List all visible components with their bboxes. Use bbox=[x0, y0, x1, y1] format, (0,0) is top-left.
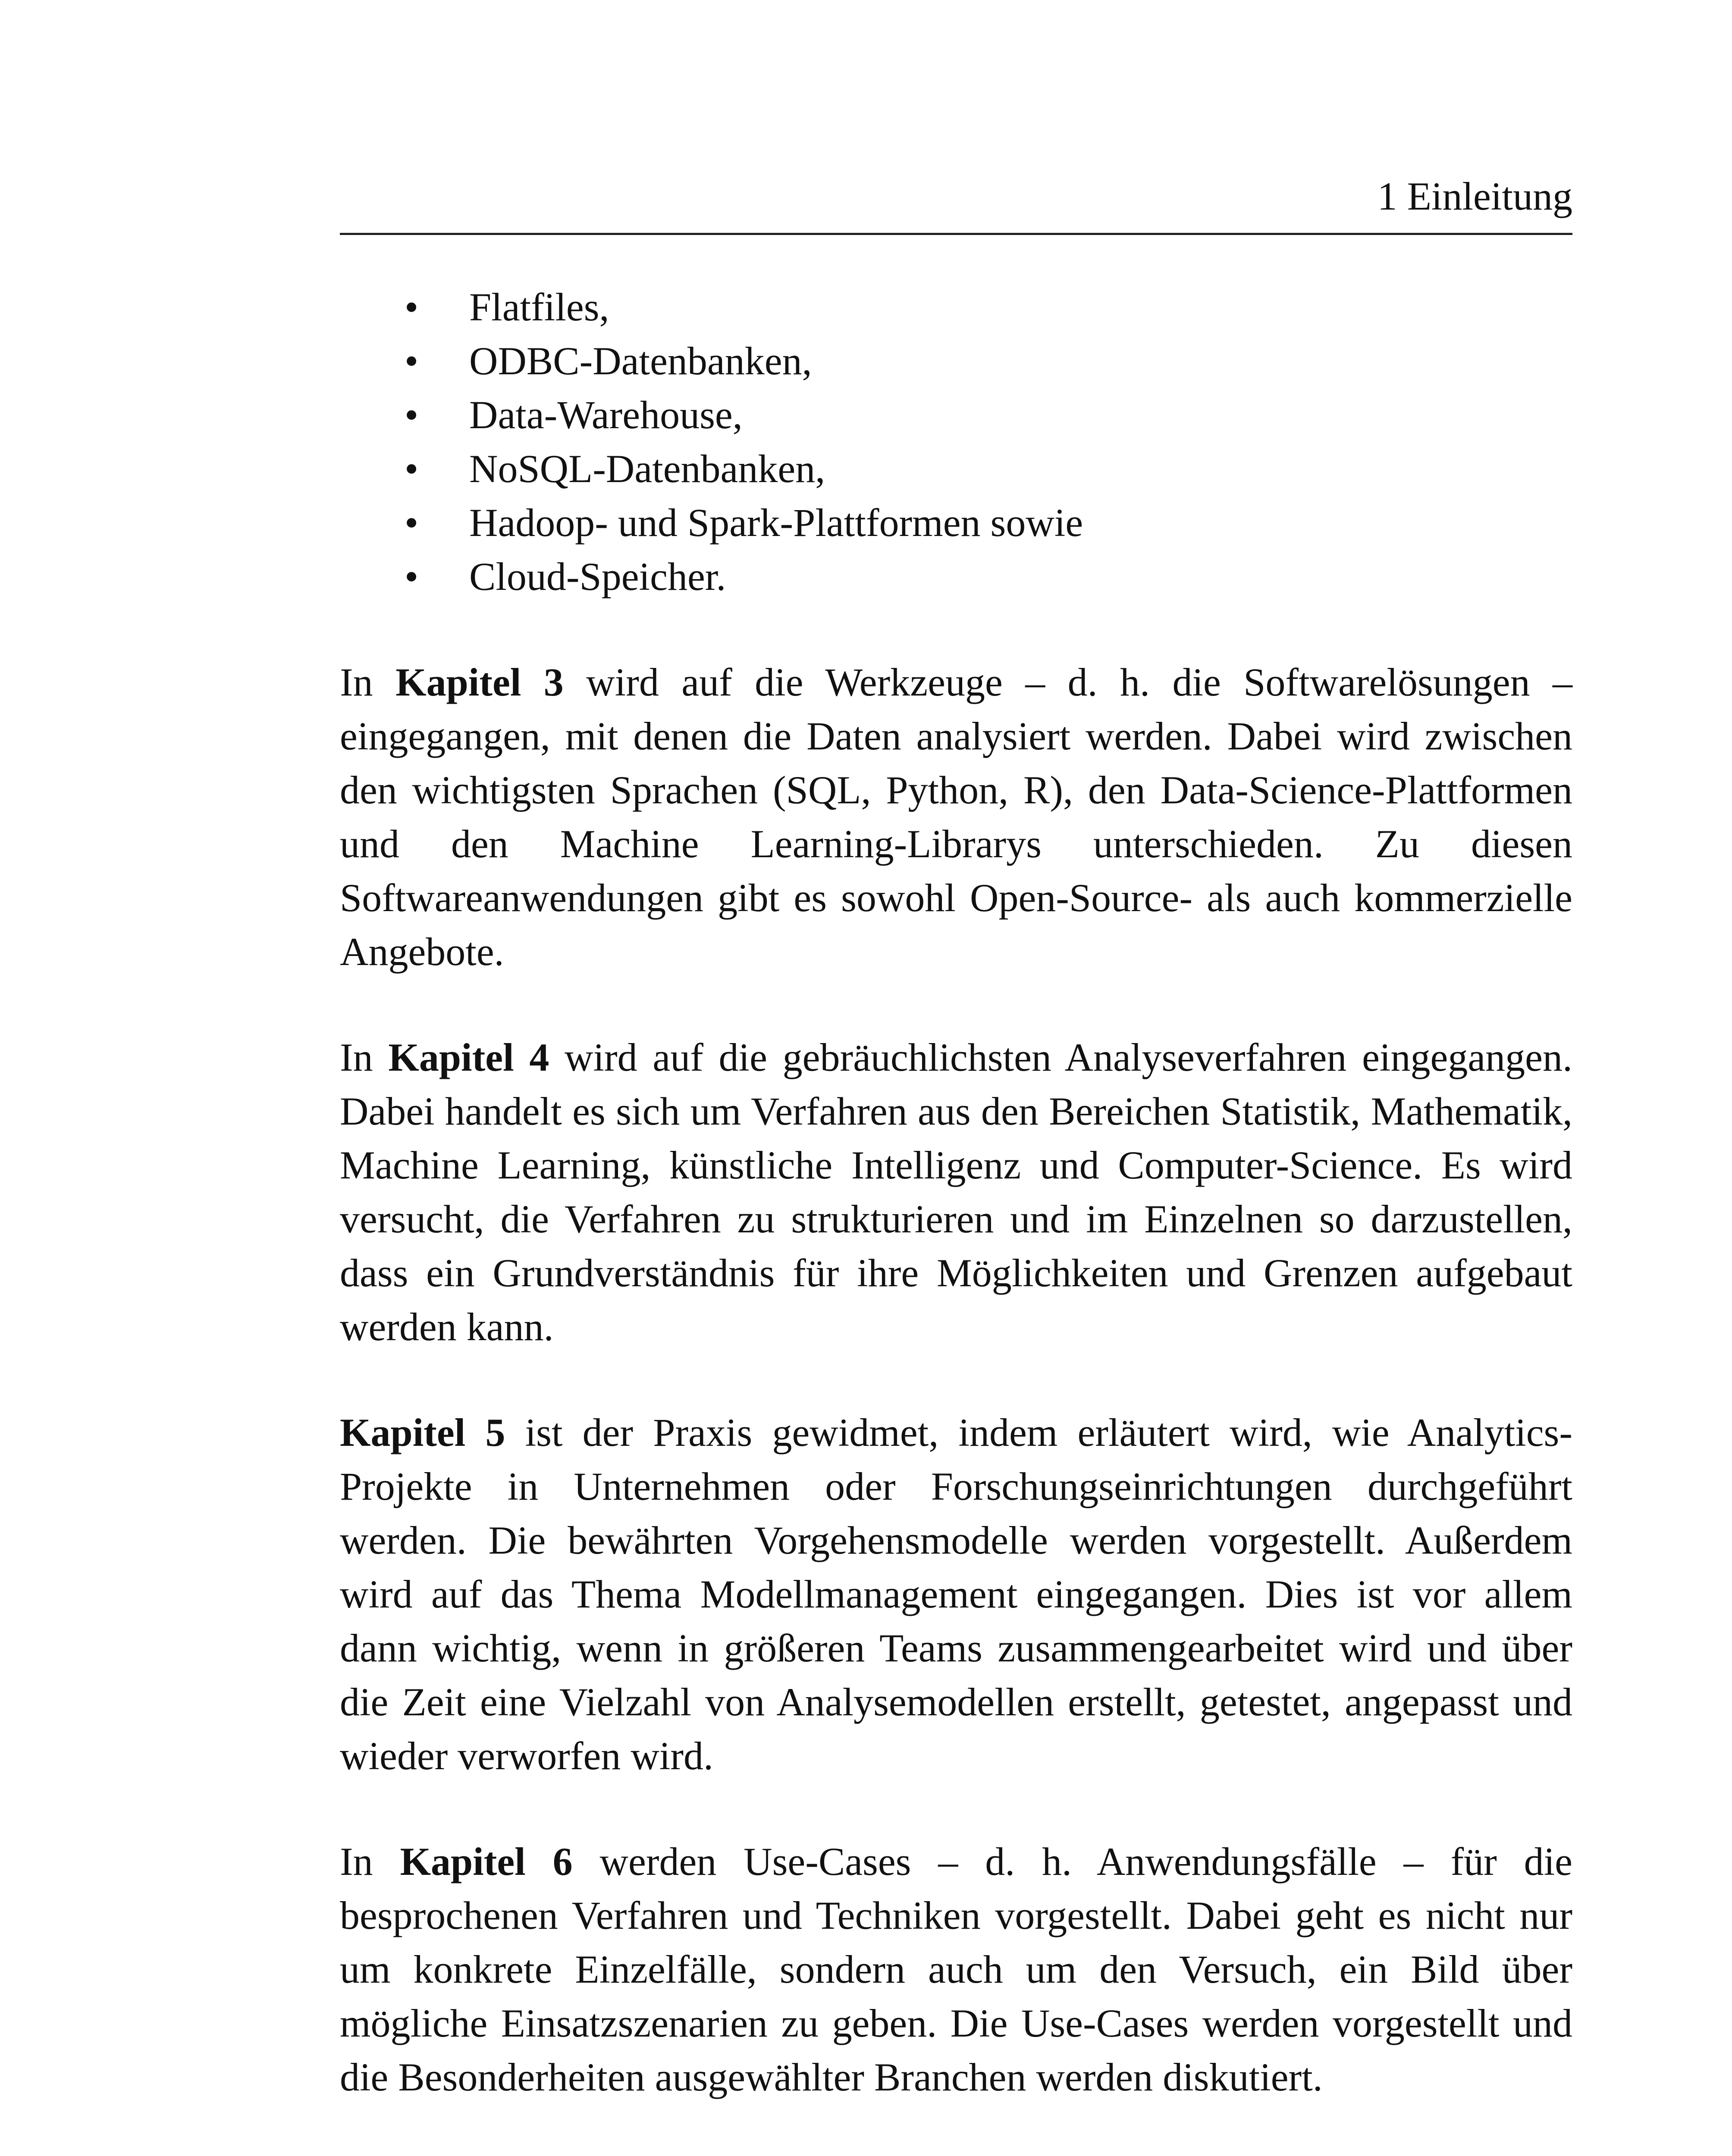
list-item bbox=[340, 388, 1572, 442]
list-item-text: Hadoop- und Spark-Plattformen sowie bbox=[469, 501, 1083, 545]
paragraph-body-text: ist der Praxis gewidmet, indem erläutert wird, wie Analytics-Projekte in Unternehmen oder Forschungseinrichtungen durchgeführt werden. Die bewährten Vorgehensmodelle werden vorgestellt. Außerdem wird auf das Thema Modellmanagement eingegangen. Dies ist vor allem dann wichtig, wenn in größeren Teams zusammengearbeitet wird und über die Zeit eine Vielzahl von Analysemodellen erstellt, getestet, angepasst und wieder verworfen wird. bbox=[340, 1410, 1572, 1778]
chapter-reference: Kapitel 6 bbox=[400, 1839, 573, 1883]
list-item bbox=[340, 550, 1572, 604]
list-item-text: ODBC-Datenbanken, bbox=[469, 339, 812, 383]
list-item bbox=[340, 334, 1572, 388]
paragraph-lead-text: In bbox=[340, 1035, 389, 1079]
paragraph-kapitel-4 bbox=[340, 1031, 1572, 1354]
running-header: 1 Einleitung bbox=[1377, 174, 1572, 218]
bullet-icon: • bbox=[405, 501, 419, 545]
chapter-reference: Kapitel 3 bbox=[395, 660, 564, 704]
bullet-icon: • bbox=[405, 555, 419, 599]
list-item bbox=[340, 442, 1572, 496]
bullet-icon: • bbox=[405, 285, 419, 329]
list-item bbox=[340, 280, 1572, 334]
chapter-reference: Kapitel 5 bbox=[340, 1410, 505, 1454]
paragraph-lead-text: In bbox=[340, 660, 396, 704]
bullet-icon: • bbox=[405, 339, 419, 383]
chapter-reference: Kapitel 4 bbox=[388, 1035, 549, 1079]
paragraph-kapitel-5 bbox=[340, 1406, 1572, 1783]
bullet-icon: • bbox=[405, 393, 419, 437]
paragraph-body-text: werden Use-Cases – d. h. Anwendungsfälle – für die besprochenen Verfahren und Techniken vorgestellt. Dabei geht es nicht nur um konkrete Einzelfälle, sondern auch um den Versuch, ein Bild über mögliche Einsatzszenarien zu geben. Die Use-Cases werden vorgestellt und die Besonderheiten ausgewählter Branchen werden diskutiert. bbox=[340, 1839, 1572, 2099]
list-item-text: Cloud-Speicher. bbox=[469, 555, 726, 599]
paragraph-body-text: wird auf die Werkzeuge – d. h. die Softwarelösungen – eingegangen, mit denen die Daten analysiert werden. Dabei wird zwischen den wichtigsten Sprachen (SQL, Python, R), den Data-Science-Plattformen und den Machine Learning-Librarys unterschieden. Zu diesen Softwareanwendungen gibt es sowohl Open-Source- als auch kommerzielle Angebote. bbox=[340, 660, 1572, 974]
list-item-text: Flatfiles, bbox=[469, 285, 609, 329]
paragraph-kapitel-6 bbox=[340, 1835, 1572, 2104]
paragraph-kapitel-3 bbox=[340, 655, 1572, 979]
header-rule bbox=[340, 233, 1572, 235]
list-item bbox=[340, 496, 1572, 550]
list-item-text: NoSQL-Datenbanken, bbox=[469, 447, 825, 491]
bullet-icon: • bbox=[405, 447, 419, 491]
paragraph-body-text: wird auf die gebräuchlichsten Analyseverfahren eingegangen. Dabei handelt es sich um Verfahren aus den Bereichen Statistik, Mathematik, Machine Learning, künstliche Intelligenz und Computer-Science. Es wird versucht, die Verfahren zu strukturieren und im Einzelnen so darzustellen, dass ein Grundverständnis für ihre Möglichkeiten und Grenzen aufgebaut werden kann. bbox=[340, 1035, 1572, 1349]
list-item-text: Data-Warehouse, bbox=[469, 393, 743, 437]
paragraph-lead-text: In bbox=[340, 1839, 400, 1883]
bullet-list bbox=[340, 280, 1572, 604]
page-content bbox=[340, 280, 1572, 2156]
